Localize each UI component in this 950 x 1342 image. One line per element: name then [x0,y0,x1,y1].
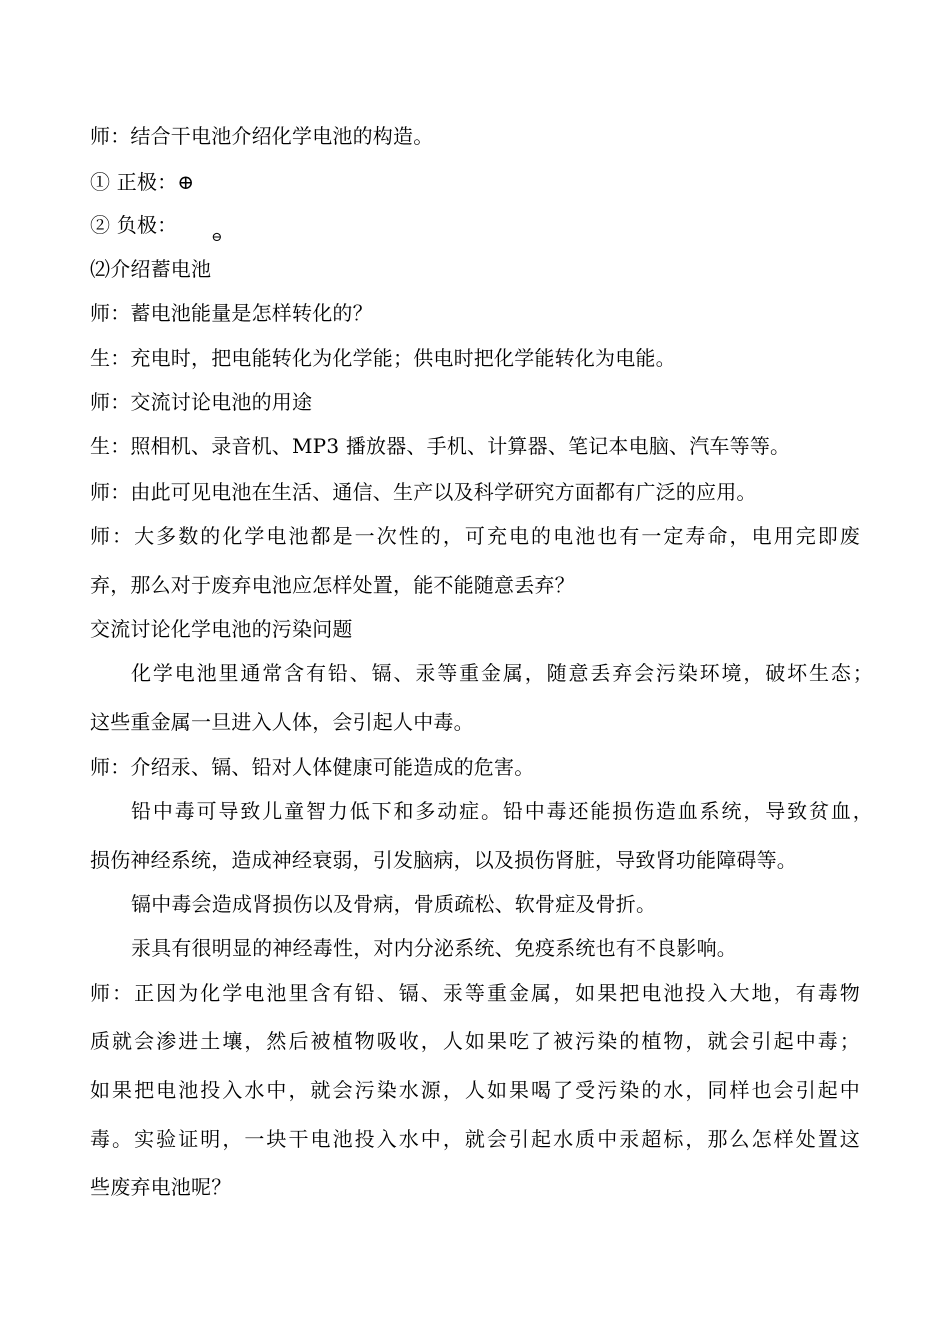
text-line: 毒。实验证明，一块干电池投入水中，就会引起水质中汞超标，那么怎样处置这 [90,1127,860,1151]
text-line: 师：正因为化学电池里含有铅、镉、汞等重金属，如果把电池投入大地，有毒物 [90,981,860,1005]
text-line: 质就会渗进土壤，然后被植物吸收，人如果吃了被污染的植物，就会引起中毒； [90,1029,860,1053]
text-line: 师：结合干电池介绍化学电池的构造。 [90,124,434,148]
text-line: 师：交流讨论电池的用途 [90,390,313,414]
text-line: 生：充电时，把电能转化为化学能；供电时把化学能转化为电能。 [90,346,676,370]
text-line: 如果把电池投入水中，就会污染水源，人如果喝了受污染的水，同样也会引起中 [90,1078,860,1102]
minus-sign-icon: ⊖ [211,230,223,245]
text-line: 师：蓄电池能量是怎样转化的？ [90,301,373,325]
text-line: ① 正极：⊕ [90,170,195,194]
text-line [90,213,223,245]
text-line: 交流讨论化学电池的污染问题 [90,617,353,641]
text-line: 铅中毒可导致儿童智力低下和多动症。铅中毒还能损伤造血系统，导致贫血， [131,799,873,823]
text-line: ⑵介绍蓄电池 [90,257,212,281]
text-line: 生：照相机、录音机、MP3 播放器、手机、计算器、笔记本电脑、汽车等等。 [90,434,791,458]
text-line: 损伤神经系统，造成神经衰弱，引发脑病，以及损伤肾脏，导致肾功能障碍等。 [90,848,797,872]
text-line: 师：介绍汞、镉、铅对人体健康可能造成的危害。 [90,755,535,779]
text-line: 师：由此可见电池在生活、通信、生产以及科学研究方面都有广泛的应用。 [90,480,757,504]
negative-pole-label: ② 负极： [90,213,178,237]
text-line: 些废弃电池呢？ [90,1175,232,1199]
text-line: 化学电池里通常含有铅、镉、汞等重金属，随意丢弃会污染环境，破坏生态； [131,661,873,685]
text-line: 镉中毒会造成肾损伤以及骨病，骨质疏松、软骨症及骨折。 [131,892,657,916]
text-line: 这些重金属一旦进入人体，会引起人中毒。 [90,710,474,734]
text-line: 汞具有很明显的神经毒性，对内分泌系统、免疫系统也有不良影响。 [131,936,737,960]
text-line: 弃，那么对于废弃电池应怎样处置，能不能随意丢弃？ [90,573,575,597]
text-line: 师：大多数的化学电池都是一次性的，可充电的电池也有一定寿命，电用完即废 [90,524,860,548]
